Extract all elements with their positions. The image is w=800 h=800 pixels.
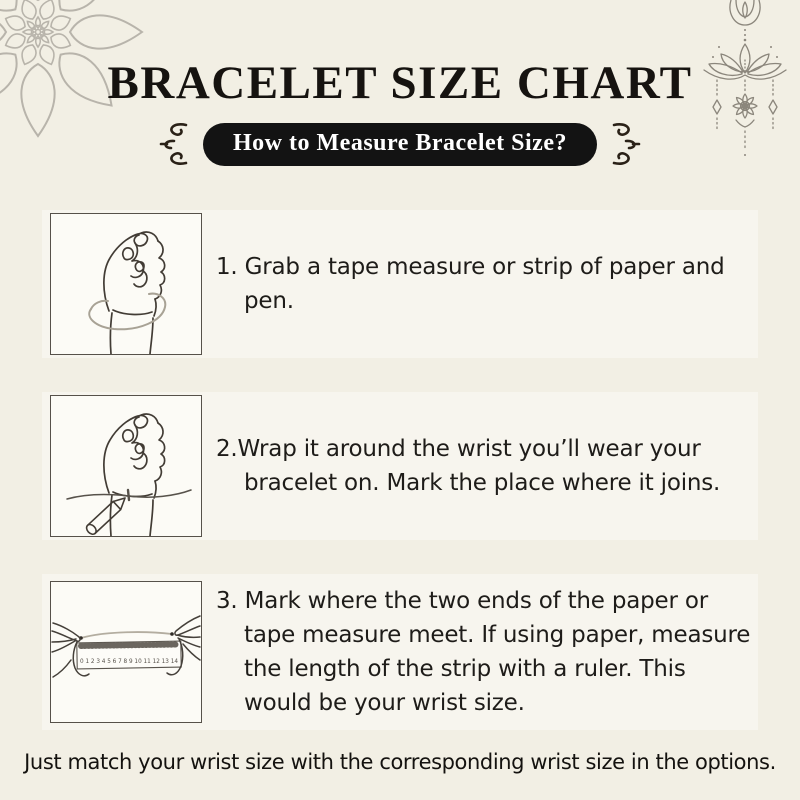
footer — [0, 750, 800, 774]
fist-with-pen-marking-icon — [51, 396, 201, 536]
fist-with-tape-loop-icon — [51, 214, 201, 354]
step-row-2 — [42, 392, 758, 540]
page-title: BRACELET SIZE CHART — [107, 57, 693, 109]
step-row-3 — [42, 574, 758, 730]
footer-note: Just match your wrist size with the corresponding wrist size in the options. — [24, 750, 776, 774]
step-text: 2.Wrap it around the wrist you’ll wear your bracelet on. Mark the place where it joins. — [216, 436, 721, 496]
step-illustration-box — [50, 213, 202, 355]
flourish-right-icon — [609, 120, 641, 168]
step-text: 3. Mark where the two ends of the paper or tape measure meet. If using paper, measure the length of the strip with a ruler. This would be your wrist size. — [216, 588, 751, 716]
steps-list — [0, 210, 800, 730]
step-illustration-box — [50, 581, 202, 723]
flourish-left-icon — [159, 120, 191, 168]
badge-row — [0, 120, 800, 168]
header — [0, 0, 800, 168]
step-text: 1. Grab a tape measure or strip of paper and pen. — [216, 254, 725, 314]
badge-label: How to Measure Bracelet Size? — [233, 129, 567, 156]
step-illustration-box — [50, 395, 202, 537]
step-row-1 — [42, 210, 758, 358]
how-to-measure-badge — [203, 123, 597, 166]
hands-with-ruler-icon — [51, 582, 201, 722]
ruler-numbers: 0 1 2 3 4 5 6 7 8 9 10 11 12 13 14 — [80, 658, 179, 665]
